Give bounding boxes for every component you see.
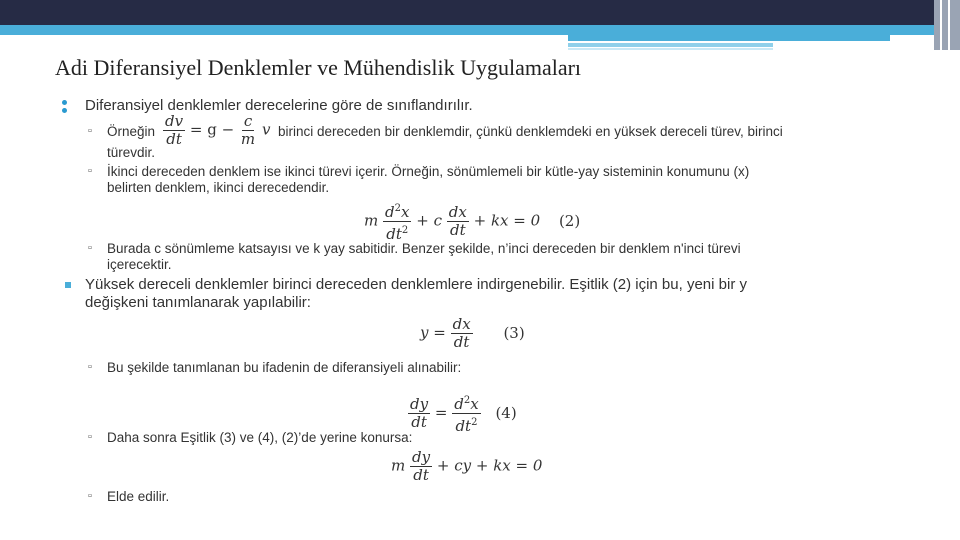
equation-1: $\frac{dv}{dt}$ = g − $\frac{c}{m}$ v: [165, 112, 271, 148]
sub-2-line-1: İkinci dereceden denklem ise ikinci türevi içerir. Örneğin, sönümlemeli bir kütle-yay sisteminin konumunu (x): [107, 164, 750, 179]
bullet-1-text: Diferansiyel denklemler derecelerine göre de sınıflandırılır.: [85, 97, 473, 114]
sub-3-line-2: içerecektir.: [107, 257, 172, 272]
header-blue-stripe: [0, 25, 935, 35]
equation-4: $\frac{dy}{dt}$ = $\frac{d^2x}{dt^2}$ (4): [408, 392, 517, 435]
sub-5-text: Daha sonra Eşitlik (3) ve (4), (2)’de yerine konursa:: [107, 430, 413, 445]
equation-3: y = $\frac{dx}{dt}$ (3): [420, 315, 525, 351]
sub-1-prefix: Örneğin: [107, 124, 156, 139]
equation-5: m $\frac{dy}{dt}$ + cy + kx = 0: [391, 448, 543, 484]
bullet-2-line-2: değişkeni tanımlanarak yapılabilir:: [85, 294, 311, 311]
equation-2: m $\frac{d^2x}{dt^2}$ + c $\frac{dx}{dt}$ + kx = 0 (2): [364, 200, 580, 243]
sub-bullet-marker: ▫: [88, 490, 92, 502]
sub-bullet-marker: ▫: [88, 165, 92, 177]
sub-bullet-marker: ▫: [88, 361, 92, 373]
slide-title: Adi Diferansiyel Denklemler ve Mühendislik Uygulamaları: [55, 55, 582, 80]
header-accent-stripe-light: [568, 43, 773, 47]
header-right-block: [934, 0, 960, 50]
bullet-marker: [65, 282, 71, 288]
sub-3-line-1: Burada c sönümleme katsayısı ve k yay sabitidir. Benzer şekilde, n’inci dereceden bir denklem n'inci türevi: [107, 241, 741, 256]
sub-bullet-marker: ▫: [88, 242, 92, 254]
header-dark-bar: [0, 0, 960, 25]
decorative-dots: [62, 100, 67, 116]
sub-4-text: Bu şekilde tanımlanan bu ifadenin de diferansiyeli alınabilir:: [107, 360, 462, 375]
header-accent-stripe-lighter: [568, 48, 773, 50]
sub-6-text: Elde edilir.: [107, 489, 170, 504]
sub-1-suffix: birinci dereceden bir denklemdir, çünkü denklemdeki en yüksek dereceli türev, birinci: [278, 124, 783, 139]
sub-bullet-marker: ▫: [88, 431, 92, 443]
sub-2-line-2: belirten denklem, ikinci derecedendir.: [107, 180, 330, 195]
header-accent-stripe: [568, 35, 890, 41]
bullet-2-line-1: Yüksek dereceli denklemler birinci dereceden denklemlere indirgenebilir. Eşitlik (2) için bu, yeni bir y: [85, 276, 747, 293]
sub-1-continuation: türevdir.: [107, 145, 156, 160]
sub-bullet-marker: ▫: [88, 125, 92, 137]
